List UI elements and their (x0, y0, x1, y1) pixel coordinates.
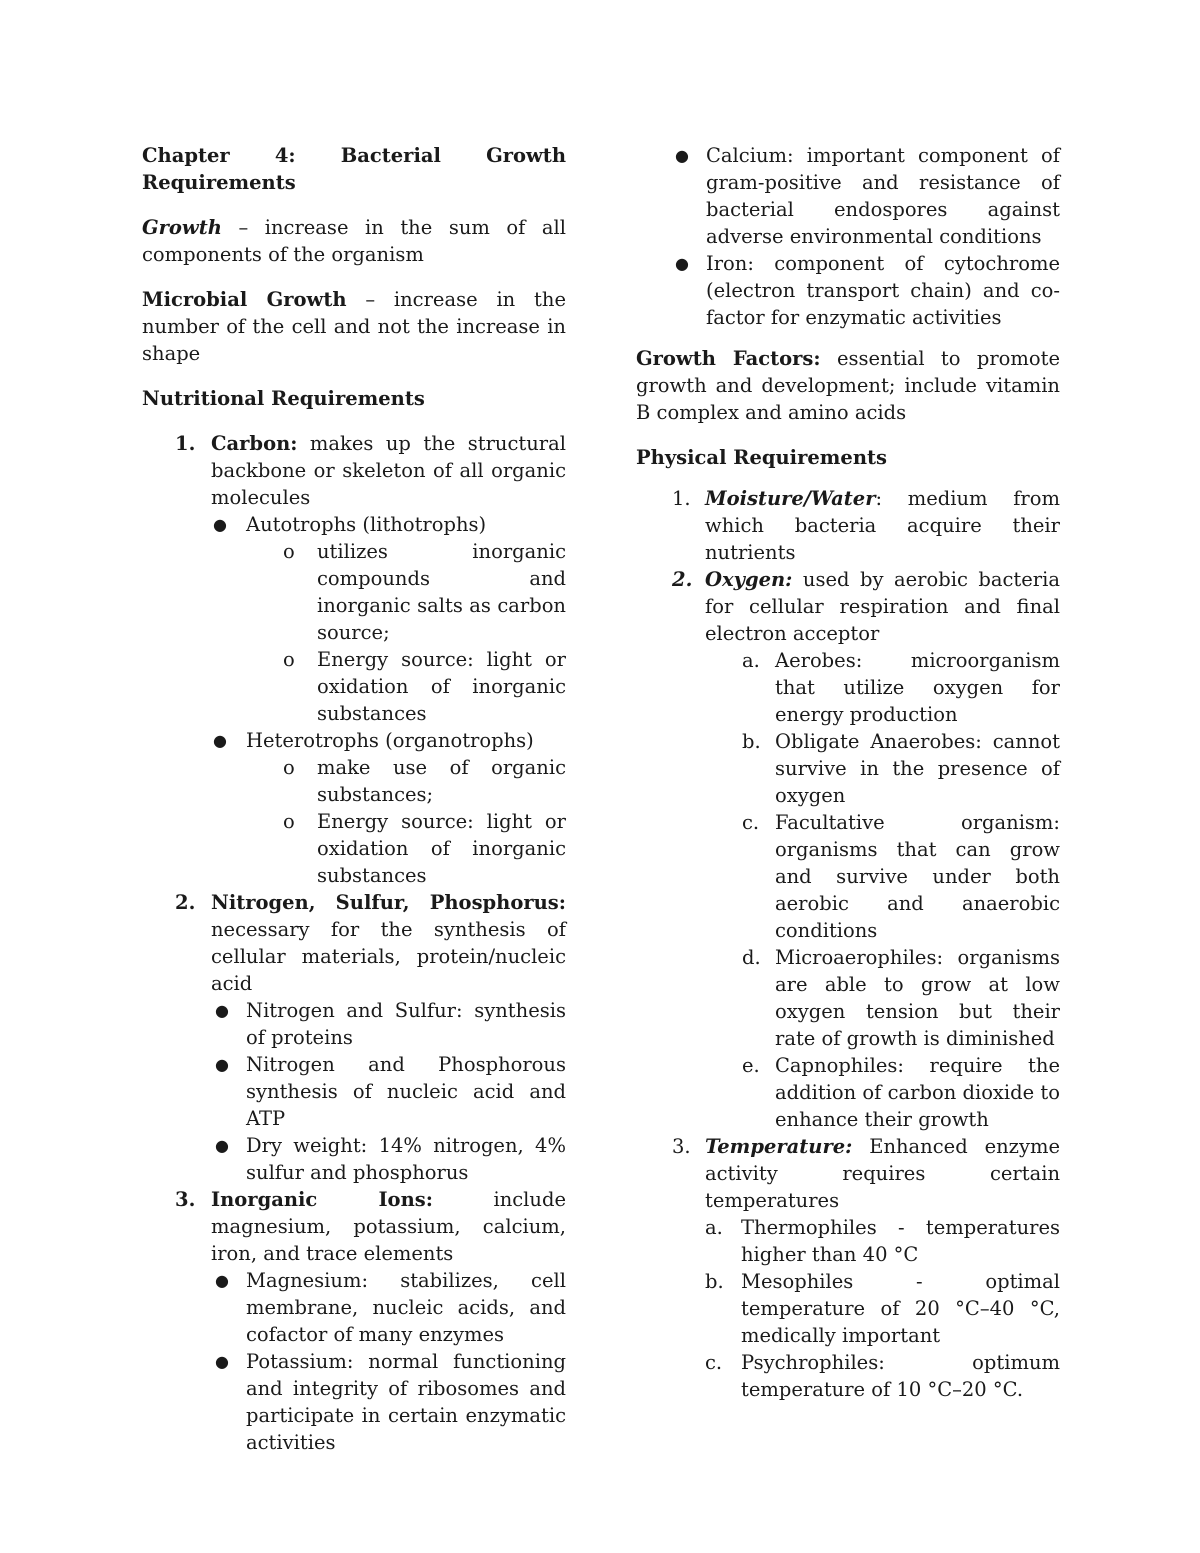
heterotrophs-sub-1: o make use of organic substances; (283, 756, 566, 806)
microbial-growth-definition: Microbial Growth – increase in the number of the cell and not the increase in shape (142, 288, 566, 365)
physical-list (636, 485, 1060, 1403)
temperature-item: 3. Temperature: Enhanced enzyme activity requires certain temperatures (672, 1135, 1060, 1212)
oxygen-item: 2. Oxygen: used by aerobic bacteria for cellular respiration and final electron acceptor (672, 568, 1060, 645)
nutritional-requirements-heading: Nutritional Requirements (142, 387, 425, 410)
oxygen-subitems (636, 647, 1060, 1133)
nsp-bullet-1: ● Nitrogen and Sulfur: synthesis of proteins (215, 999, 566, 1049)
ions-bullet-calcium: ● Calcium: important component of gram-positive and resistance of bacterial endospores against adverse environmental conditions (675, 144, 1060, 248)
oxygen-sub-obligate-anaerobes: b. Obligate Anaerobes: cannot survive in the presence of oxygen (742, 730, 1060, 807)
nitrogen-sulfur-phosphorus-item: 2. Nitrogen, Sulfur, Phosphorus: necessary for the synthesis of cellular materials, protein/nucleic acid ● Nitrogen and Sulfur: synthesis of proteins ● Nitrogen and Phosphorous synthesis of nucleic acid and ATP ● Dry weight: 14% nitrogen, 4% sulfur and phosphorus (175, 891, 566, 1184)
ions-continued-list (636, 142, 1060, 331)
physical-requirements-heading: Physical Requirements (636, 446, 887, 469)
oxygen-sub-capnophiles: e. Capnophiles: require the addition of carbon dioxide to enhance their growth (742, 1054, 1060, 1131)
nutritional-list (142, 430, 566, 1456)
moisture-item: 1. Moisture/Water: medium from which bacteria acquire their nutrients (672, 487, 1060, 564)
growth-factors-paragraph: Growth Factors: essential to promote growth and development; include vitamin B complex and amino acids (636, 347, 1060, 424)
ions-bullet-magnesium: ● Magnesium: stabilizes, cell membrane, nucleic acids, and cofactor of many enzymes (215, 1269, 566, 1346)
autotrophs-sub-2: o Energy source: light or oxidation of inorganic substances (283, 648, 566, 725)
ions-bullet-iron: ● Iron: component of cytochrome (electron transport chain) and co-factor for enzymatic activities (675, 252, 1060, 329)
temp-sub-mesophiles: b. Mesophiles - optimal temperature of 20 °C–40 °C, medically important (705, 1270, 1060, 1347)
ions-bullet-potassium: ● Potassium: normal functioning and integrity of ribosomes and participate in certain enzymatic activities (215, 1350, 566, 1454)
temp-sub-thermophiles: a. Thermophiles - temperatures higher than 40 °C (705, 1216, 1060, 1266)
temperature-subitems (636, 1214, 1060, 1403)
right-column (636, 142, 1060, 1403)
inorganic-ions-item: 3. Inorganic Ions: include magnesium, potassium, calcium, iron, and trace elements ● Magnesium: stabilizes, cell membrane, nucleic acids, and cofactor of many enzymes ● Potassium: normal functioning and integrity of ribosomes and participate in certain enzymatic activities (175, 1188, 566, 1454)
oxygen-sub-facultative: c. Facultative organism: organisms that can grow and survive under both aerobic and anaerobic conditions (742, 811, 1060, 942)
left-column (142, 142, 566, 1456)
oxygen-sub-microaerophiles: d. Microaerophiles: organisms are able to grow at low oxygen tension but their rate of growth is diminished (742, 946, 1060, 1050)
heterotrophs-sub-2: o Energy source: light or oxidation of inorganic substances (283, 810, 566, 887)
chapter-title: Chapter 4: Bacterial Growth Requirements (142, 144, 566, 194)
autotrophs-sub-1: o utilizes inorganic compounds and inorganic salts as carbon source; (283, 540, 566, 644)
nsp-bullet-3: ● Dry weight: 14% nitrogen, 4% sulfur and phosphorus (215, 1134, 566, 1184)
nsp-bullet-2: ● Nitrogen and Phosphorous synthesis of nucleic acid and ATP (215, 1053, 566, 1130)
growth-definition: Growth – increase in the sum of all components of the organism (142, 216, 566, 266)
oxygen-sub-aerobes: a. Aerobes: microorganism that utilize oxygen for energy production (742, 649, 1060, 726)
carbon-item: 1. Carbon: makes up the structural backbone or skeleton of all organic molecules ● Autotrophs (lithotrophs) o utilizes inorganic compounds and inorganic salts as carbon source; o Energy source: light or oxidation of inorganic substances ● Heterotrophs (organotrophs) o make use of organic substances; o Energy source: light or oxidation of inorganic substances (175, 432, 566, 887)
autotrophs-item: ● Autotrophs (lithotrophs) (213, 513, 487, 536)
heterotrophs-item: ● Heterotrophs (organotrophs) (213, 729, 534, 752)
temp-sub-psychrophiles: c. Psychrophiles: optimum temperature of 10 °C–20 °C. (705, 1351, 1060, 1401)
